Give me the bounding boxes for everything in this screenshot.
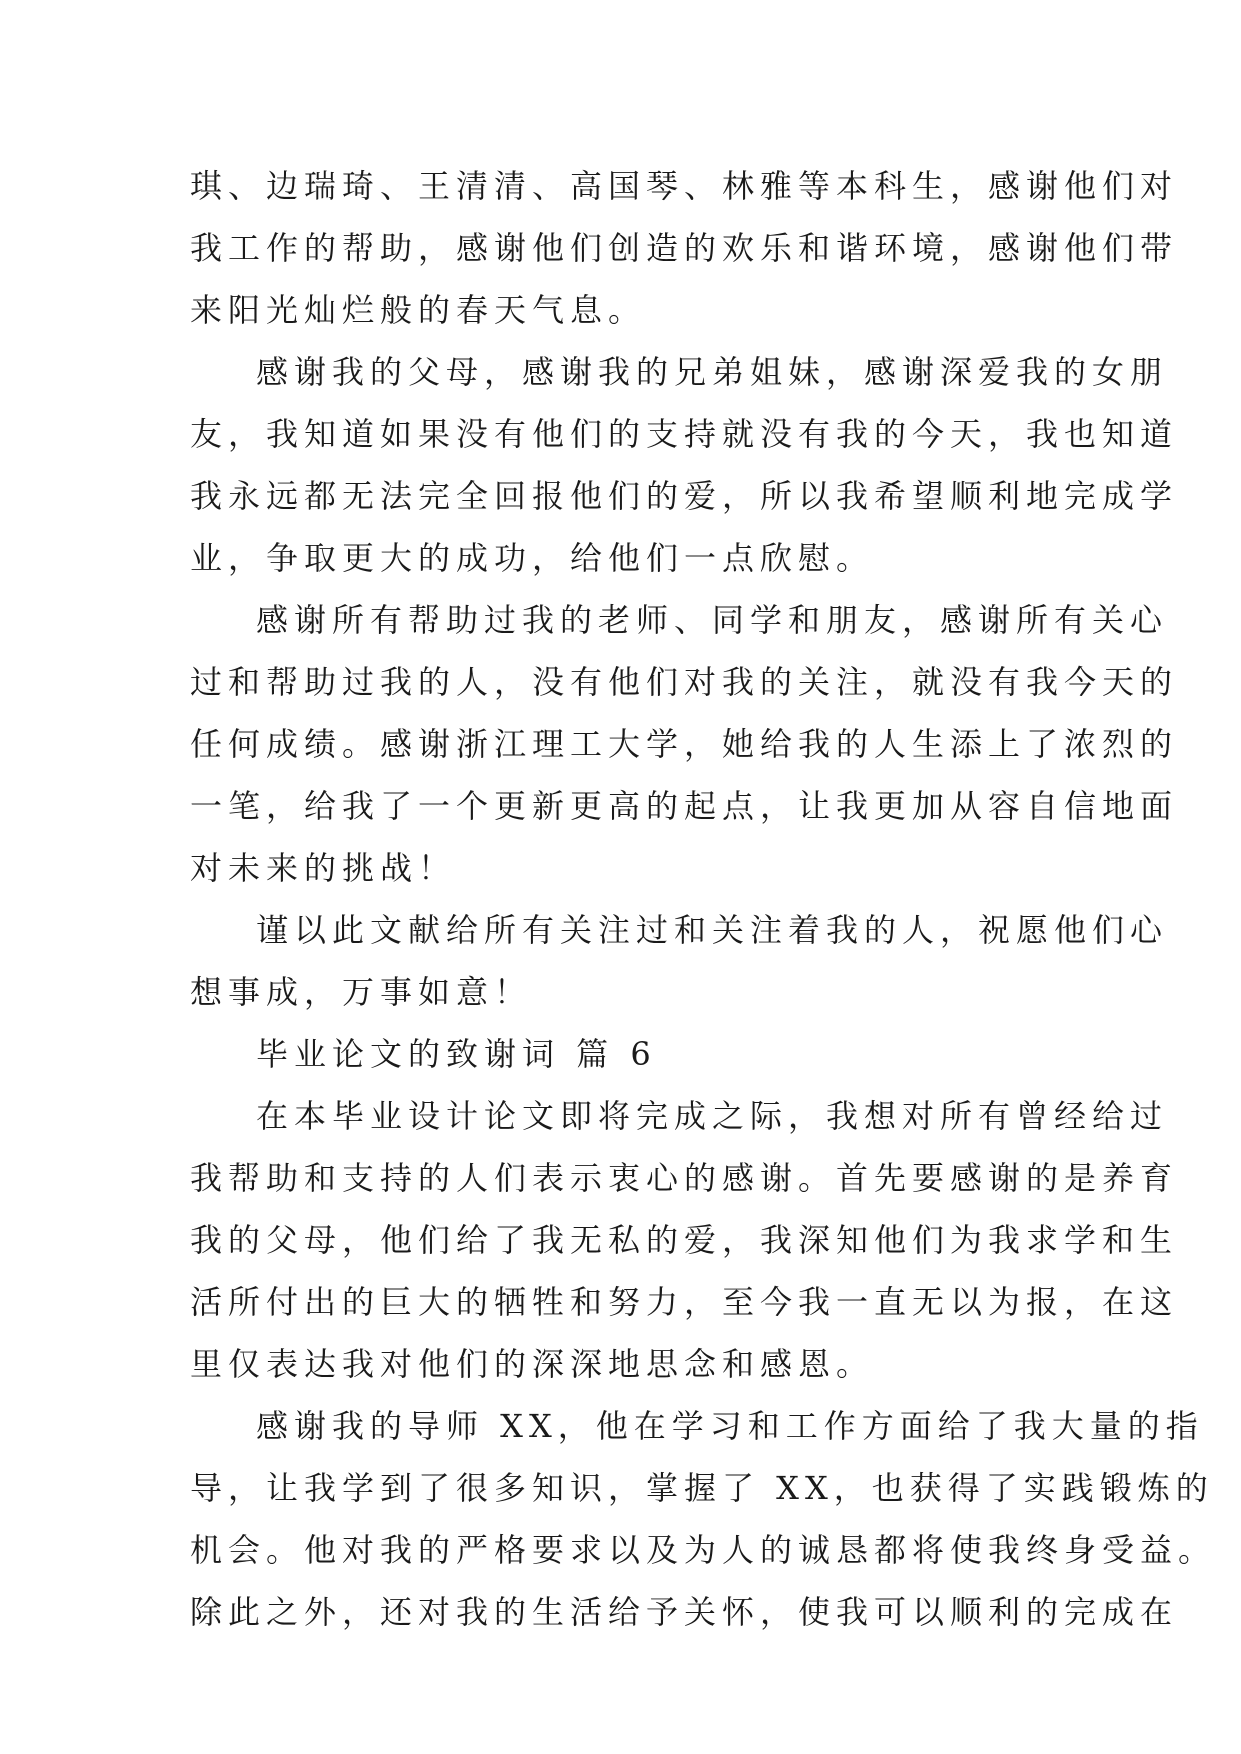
paragraph-line: 我帮助和支持的人们表示衷心的感谢。首先要感谢的是养育 [190,1159,1179,1197]
paragraph-line: 导，让我学到了很多知识，掌握了 XX，也获得了实践锻炼的 [190,1469,1214,1507]
paragraph-5 [190,1085,1179,1395]
paragraph-line: 一笔，给我了一个更新更高的起点，让我更加从容自信地面 [190,787,1179,825]
paragraph-line: 业，争取更大的成功，给他们一点欣慰。 [190,539,875,577]
paragraph-line: 我工作的帮助，感谢他们创造的欢乐和谐环境，感谢他们带 [190,229,1179,267]
paragraph-line: 感谢我的导师 XX，他在学习和工作方面给了我大量的指 [256,1407,1204,1445]
section-heading: 毕业论文的致谢词 篇 6 [256,1035,657,1073]
paragraph-2 [190,341,1179,589]
paragraph-line: 我的父母，他们给了我无私的爱，我深知他们为我求学和生 [190,1221,1179,1259]
paragraph-line: 谨以此文献给所有关注过和关注着我的人，祝愿他们心 [256,911,1169,949]
paragraph-line: 友，我知道如果没有他们的支持就没有我的今天，我也知道 [190,415,1179,453]
paragraph-line: 感谢我的父母，感谢我的兄弟姐妹，感谢深爱我的女朋 [256,353,1169,391]
paragraph-line: 琪、边瑞琦、王清清、高国琴、林雅等本科生，感谢他们对 [190,167,1179,205]
paragraph-line: 任何成绩。感谢浙江理工大学，她给我的人生添上了浓烈的 [190,725,1179,763]
document-body [190,155,1217,1643]
paragraph-line: 在本毕业设计论文即将完成之际，我想对所有曾经给过 [256,1097,1169,1135]
paragraph-line: 过和帮助过我的人，没有他们对我的关注，就没有我今天的 [190,663,1179,701]
paragraph-line: 感谢所有帮助过我的老师、同学和朋友，感谢所有关心 [256,601,1169,639]
paragraph-1 [190,155,1179,341]
paragraph-line: 除此之外，还对我的生活给予关怀，使我可以顺利的完成在 [190,1593,1179,1631]
paragraph-line: 对未来的挑战！ [190,849,457,887]
paragraph-4 [190,899,1169,1023]
paragraph-3 [190,589,1179,899]
paragraph-line: 机会。他对我的严格要求以及为人的诚恳都将使我终身受益。 [190,1531,1217,1569]
paragraph-6 [190,1395,1217,1643]
paragraph-line: 想事成，万事如意！ [190,973,533,1011]
paragraph-line: 活所付出的巨大的牺牲和努力，至今我一直无以为报，在这 [190,1283,1179,1321]
paragraph-line: 我永远都无法完全回报他们的爱，所以我希望顺利地完成学 [190,477,1179,515]
paragraph-line: 里仅表达我对他们的深深地思念和感恩。 [190,1345,875,1383]
paragraph-line: 来阳光灿烂般的春天气息。 [190,291,647,329]
